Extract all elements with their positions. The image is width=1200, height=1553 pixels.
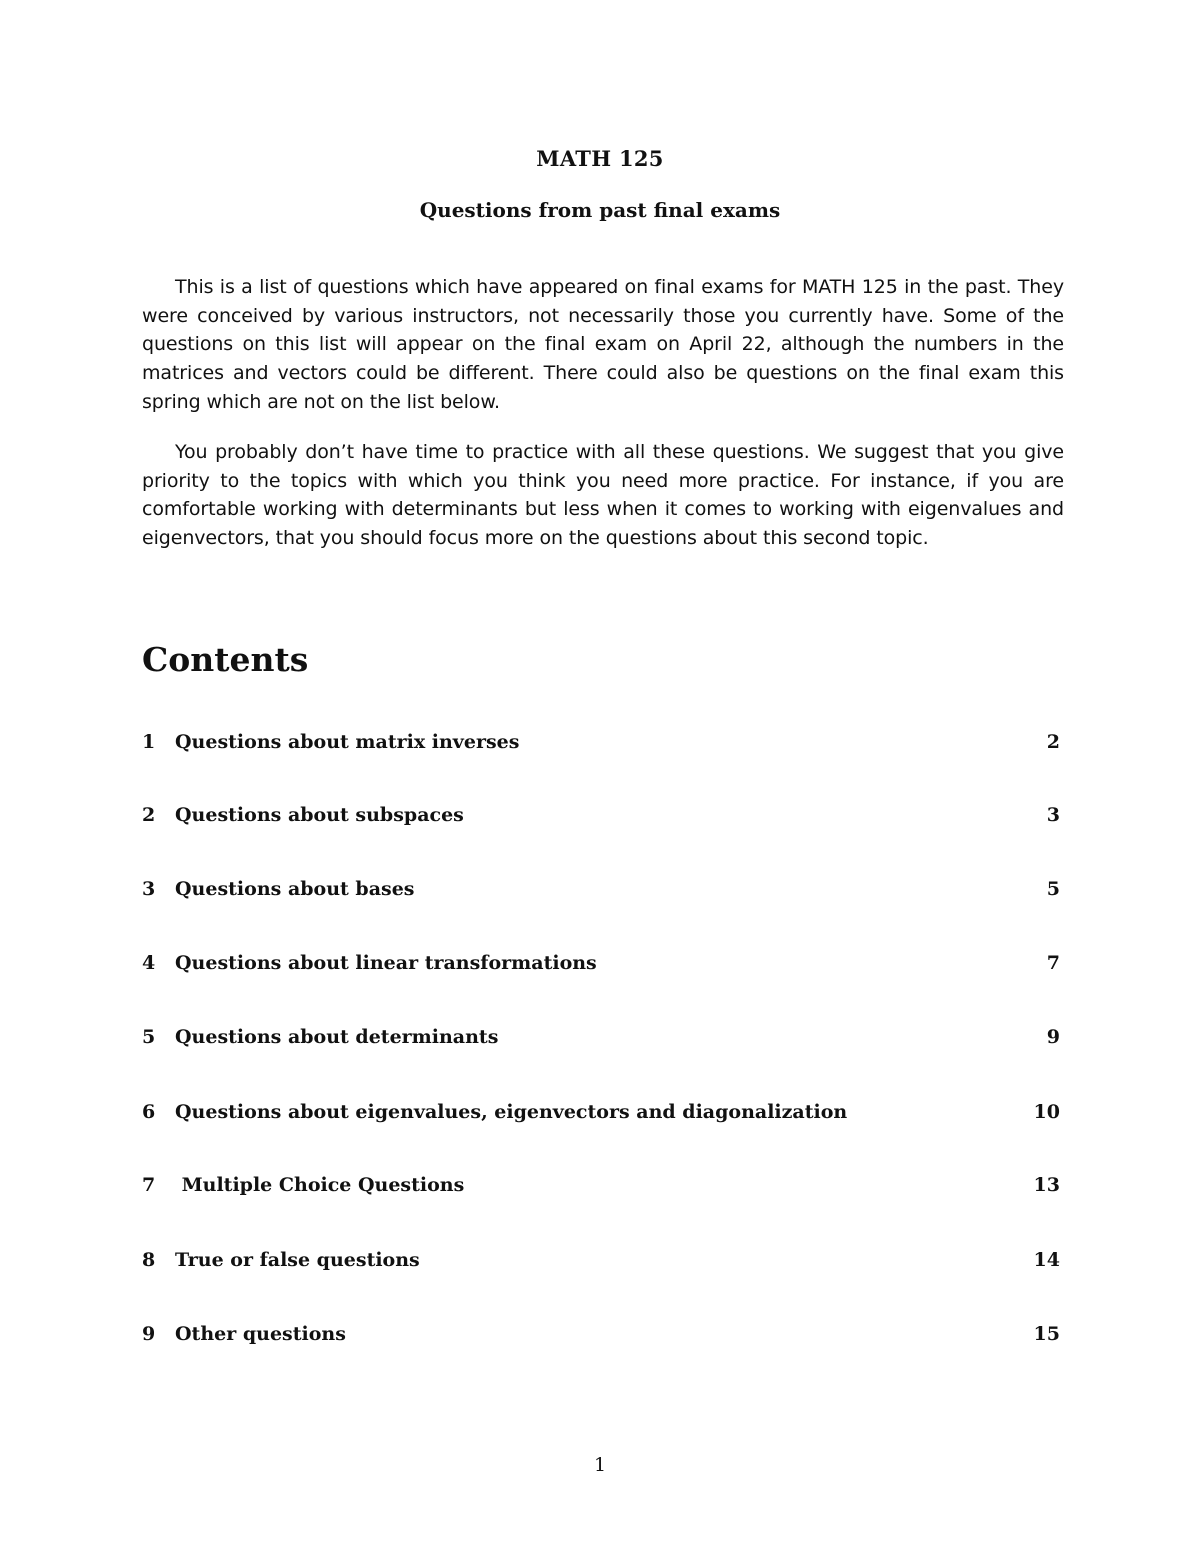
contents-heading: Contents — [142, 640, 309, 679]
toc-entry-title: Multiple Choice Questions — [175, 1174, 465, 1196]
toc-entry-page: 2 — [1046, 731, 1060, 753]
toc-entry-title: Questions about subspaces — [175, 804, 464, 826]
toc-entry-page: 14 — [1033, 1249, 1060, 1271]
toc-entry-7[interactable] — [142, 1170, 1060, 1200]
toc-entry-3[interactable] — [142, 874, 1060, 904]
toc-entry-number: 9 — [142, 1323, 156, 1345]
toc-entry-title: True or false questions — [175, 1249, 420, 1271]
toc-entry-title: Questions about eigenvalues, eigenvectors and diagonalization — [175, 1101, 848, 1123]
toc-entry-5[interactable] — [142, 1022, 1060, 1052]
toc-entry-number: 2 — [142, 804, 156, 826]
toc-entry-title: Other questions — [175, 1323, 346, 1345]
toc-entry-title: Questions about determinants — [175, 1026, 499, 1048]
page-number: 1 — [593, 1454, 607, 1476]
toc-entry-page: 5 — [1046, 878, 1060, 900]
toc-entry-number: 3 — [142, 878, 156, 900]
toc-entry-4[interactable] — [142, 948, 1060, 978]
toc-entry-number: 5 — [142, 1026, 156, 1048]
toc-entry-9[interactable] — [142, 1319, 1060, 1349]
intro-paragraph-1: This is a list of questions which have appeared on final exams for MATH 125 in the past. They were conceived by various instructors, not necessarily those you currently have. Some of the questions on this list will appear on the final exam on April 22, although the numbers in the matrices and vectors could be different. There could also be questions on the final exam this spring which are not on the list below. — [142, 276, 1064, 413]
toc-entry-title: Questions about linear transformations — [175, 952, 597, 974]
toc-entry-2[interactable] — [142, 800, 1060, 830]
document-subtitle: Questions from past final exams — [419, 198, 781, 222]
toc-entry-number: 6 — [142, 1101, 156, 1123]
toc-entry-1[interactable] — [142, 727, 1060, 757]
toc-entry-title: Questions about matrix inverses — [175, 731, 520, 753]
course-title: MATH 125 — [536, 146, 664, 171]
toc-entry-page: 9 — [1046, 1026, 1060, 1048]
toc-entry-page: 3 — [1046, 804, 1060, 826]
toc-entry-8[interactable] — [142, 1245, 1060, 1275]
toc-entry-page: 10 — [1033, 1101, 1060, 1123]
toc-entry-page: 7 — [1046, 952, 1060, 974]
toc-entry-title: Questions about bases — [175, 878, 415, 900]
toc-entry-6[interactable] — [142, 1097, 1060, 1127]
toc-entry-number: 7 — [142, 1174, 156, 1196]
toc-entry-number: 8 — [142, 1249, 156, 1271]
toc-entry-number: 1 — [142, 731, 156, 753]
intro-paragraph-2: You probably don’t have time to practice with all these questions. We suggest that you give priority to the topics with which you think you need more practice. For instance, if you are comfortable working with determinants but less when it comes to working with eigenvalues and eigenvectors, that you should focus more on the questions about this second topic. — [142, 441, 1064, 550]
toc-entry-page: 13 — [1033, 1174, 1060, 1196]
toc-entry-number: 4 — [142, 952, 156, 974]
toc-entry-page: 15 — [1033, 1323, 1060, 1345]
